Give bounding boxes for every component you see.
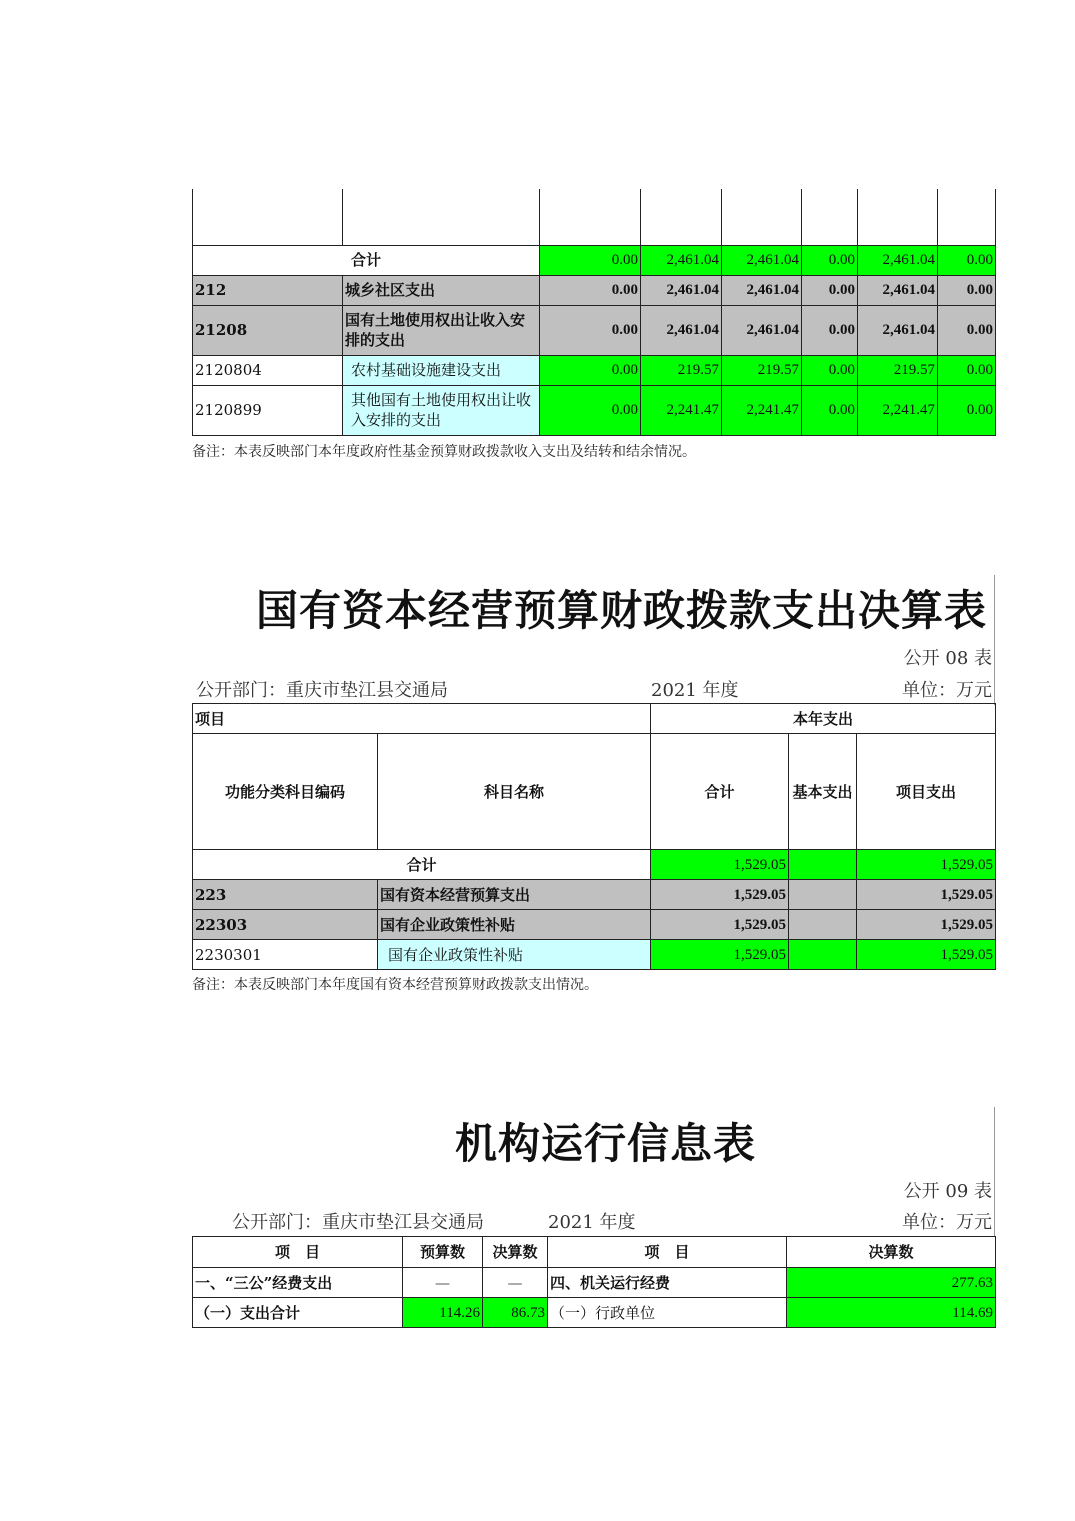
header-current-year: 本年支出 xyxy=(651,704,996,734)
department: 公开部门：重庆市垫江县交通局 xyxy=(196,680,448,701)
row-value: 0.00 xyxy=(938,305,996,355)
row-value: 2,461.04 xyxy=(722,305,802,355)
page-title: 国有资本经营预算财政拨款支出决算表 xyxy=(256,586,988,635)
row-name: 国有资本经营预算支出 xyxy=(378,880,651,910)
table-row xyxy=(193,275,996,305)
total-cell: 0.00 xyxy=(540,245,641,275)
row-value: 0.00 xyxy=(540,355,641,385)
row-name: 农村基础设施建设支出 xyxy=(343,355,540,385)
total-cell: 0.00 xyxy=(938,245,996,275)
table-row xyxy=(193,305,996,355)
table-header-row xyxy=(193,1237,996,1268)
table-row xyxy=(193,355,996,385)
header-final: 决算数 xyxy=(787,1237,996,1268)
header-item: 项目 xyxy=(193,704,651,734)
row-value: 0.00 xyxy=(938,385,996,435)
row-name: 其他国有土地使用权出让收入安排的支出 xyxy=(343,385,540,435)
row-value: 0.00 xyxy=(938,355,996,385)
row-name: 国有土地使用权出让收入安排的支出 xyxy=(343,305,540,355)
row-name: 城乡社区支出 xyxy=(343,275,540,305)
table-total-row xyxy=(193,245,996,275)
total-cell: 2,461.04 xyxy=(641,245,722,275)
row-item: 一、“三公”经费支出 xyxy=(193,1268,403,1298)
header-final: 决算数 xyxy=(483,1237,548,1268)
row-code: 212 xyxy=(193,275,343,305)
col-code: 功能分类科目编码 xyxy=(193,734,378,850)
row-name: 国有企业政策性补贴 xyxy=(378,910,651,940)
row-item: （一）行政单位 xyxy=(548,1298,787,1328)
row-value: 2,461.04 xyxy=(858,305,938,355)
row-value: 219.57 xyxy=(641,355,722,385)
row-final: 277.63 xyxy=(787,1268,996,1298)
fiscal-year: 2021 年度 xyxy=(548,1212,636,1233)
row-final: 114.69 xyxy=(787,1298,996,1328)
row-value: 1,529.05 xyxy=(651,940,789,970)
total-cell: 0.00 xyxy=(802,245,858,275)
header-budget: 预算数 xyxy=(403,1237,483,1268)
total-cell: 1,529.05 xyxy=(857,850,996,880)
row-value xyxy=(789,880,857,910)
unit: 单位：万元 xyxy=(902,1212,992,1233)
row-value: 2,461.04 xyxy=(858,275,938,305)
table-row xyxy=(193,1298,996,1328)
total-label: 合计 xyxy=(193,850,651,880)
row-budget: 114.26 xyxy=(403,1298,483,1328)
row-final: — xyxy=(483,1268,548,1298)
table-note: 备注：本表反映部门本年度国有资本经营预算财政拨款支出情况。 xyxy=(192,977,598,993)
row-value: 2,241.47 xyxy=(641,385,722,435)
fund-table xyxy=(192,189,996,436)
row-value: 219.57 xyxy=(722,355,802,385)
fiscal-year: 2021 年度 xyxy=(651,680,739,701)
row-value: 2,241.47 xyxy=(722,385,802,435)
row-value: 2,241.47 xyxy=(858,385,938,435)
row-value: 1,529.05 xyxy=(651,880,789,910)
row-value: 1,529.05 xyxy=(857,910,996,940)
row-code: 2120899 xyxy=(193,385,343,435)
table-row xyxy=(193,880,996,910)
department: 公开部门：重庆市垫江县交通局 xyxy=(232,1212,484,1233)
total-cell: 2,461.04 xyxy=(858,245,938,275)
table-number: 公开 09 表 xyxy=(903,1181,992,1202)
row-name: 国有企业政策性补贴 xyxy=(378,940,651,970)
row-value: 0.00 xyxy=(802,305,858,355)
header-item: 项 目 xyxy=(548,1237,787,1268)
row-value: 0.00 xyxy=(540,385,641,435)
row-value xyxy=(789,940,857,970)
table-row xyxy=(193,940,996,970)
row-value: 0.00 xyxy=(802,385,858,435)
row-value: 1,529.05 xyxy=(857,940,996,970)
page-title: 机构运行信息表 xyxy=(455,1119,757,1168)
row-item: （一）支出合计 xyxy=(193,1298,403,1328)
row-code: 223 xyxy=(193,880,378,910)
table-number: 公开 08 表 xyxy=(903,648,992,669)
col-basic: 基本支出 xyxy=(789,734,857,850)
capital-table xyxy=(192,703,996,970)
row-code: 22303 xyxy=(193,910,378,940)
page-divider xyxy=(994,1107,995,1237)
header-item: 项 目 xyxy=(193,1237,403,1268)
row-code: 21208 xyxy=(193,305,343,355)
row-value: 0.00 xyxy=(802,275,858,305)
col-total: 合计 xyxy=(651,734,789,850)
row-value: 2,461.04 xyxy=(722,275,802,305)
col-name: 科目名称 xyxy=(378,734,651,850)
row-item: 四、机关运行经费 xyxy=(548,1268,787,1298)
total-cell xyxy=(789,850,857,880)
total-cell: 2,461.04 xyxy=(722,245,802,275)
total-label: 合计 xyxy=(193,245,540,275)
row-value: 2,461.04 xyxy=(641,305,722,355)
table-row xyxy=(193,910,996,940)
page-divider xyxy=(994,575,995,705)
table-header-row xyxy=(193,704,996,734)
col-project: 项目支出 xyxy=(857,734,996,850)
row-budget: — xyxy=(403,1268,483,1298)
row-value: 219.57 xyxy=(858,355,938,385)
total-cell: 1,529.05 xyxy=(651,850,789,880)
row-code: 2120804 xyxy=(193,355,343,385)
row-value: 1,529.05 xyxy=(857,880,996,910)
table-header-row xyxy=(193,734,996,850)
row-value: 2,461.04 xyxy=(641,275,722,305)
row-value: 0.00 xyxy=(540,305,641,355)
row-final: 86.73 xyxy=(483,1298,548,1328)
row-value: 0.00 xyxy=(802,355,858,385)
row-value: 1,529.05 xyxy=(651,910,789,940)
unit: 单位：万元 xyxy=(902,680,992,701)
table-row xyxy=(193,1268,996,1298)
table-header-continuation xyxy=(193,189,996,245)
operation-table xyxy=(192,1236,996,1328)
table-note: 备注：本表反映部门本年度政府性基金预算财政拨款收入支出及结转和结余情况。 xyxy=(192,444,696,460)
table-total-row xyxy=(193,850,996,880)
table-row xyxy=(193,385,996,435)
row-value: 0.00 xyxy=(938,275,996,305)
row-value xyxy=(789,910,857,940)
row-value: 0.00 xyxy=(540,275,641,305)
row-code: 2230301 xyxy=(193,940,378,970)
